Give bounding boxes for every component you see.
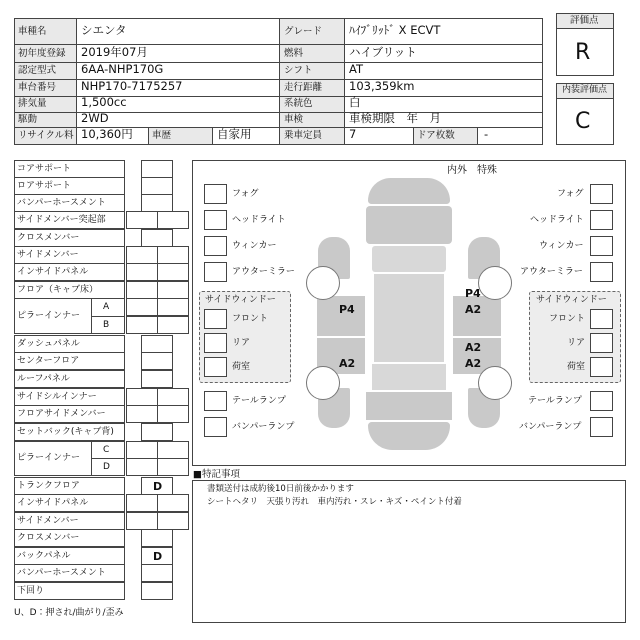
label-recycle: リサイクル料: [18, 130, 74, 141]
label-chassis-number: 車台番号: [18, 82, 57, 93]
interior-rating-value: C: [575, 109, 591, 134]
left-side-window-title: サイドウィンドー: [205, 295, 276, 305]
label-grade: グレード: [284, 26, 323, 37]
footnote: U、D：押され/曲がり/歪み: [14, 608, 124, 618]
frame-part-label: フロア（キャブ床）: [17, 285, 99, 295]
diagram-title: 内外 特殊: [447, 165, 497, 176]
frame-part-label: インサイドパネル: [17, 498, 89, 508]
frame-part-label: 下回り: [17, 586, 45, 596]
label-doors: ドア枚数: [417, 130, 455, 141]
left-winker-label: ウィンカー: [232, 241, 277, 251]
frame-part-label: セットバック(キャブ背): [17, 427, 114, 437]
label-model-code: 認定型式: [18, 65, 57, 76]
left-tail-lamp-label: テールランプ: [232, 396, 286, 406]
left-side-window-cargo: 荷室: [232, 362, 251, 372]
left-bumper-lamp-label: バンパーランプ: [232, 422, 295, 432]
frame-part-label: クロスメンバー: [17, 533, 80, 543]
value-drive: 2WD: [81, 111, 109, 125]
label-history: 車歴: [152, 130, 172, 141]
value-model-code: 6AA-NHP170G: [81, 62, 164, 76]
label-fuel: 燃料: [284, 48, 304, 59]
left-outer-mirror-label: アウターミラー: [232, 267, 295, 277]
damage-mark: A2: [465, 357, 482, 370]
damage-mark: A2: [339, 357, 356, 370]
interior-rating-label: 内装評価点: [562, 85, 608, 95]
value-first-registration: 2019年07月: [81, 45, 148, 59]
value-chassis-number: NHP170-7175257: [81, 79, 183, 93]
frame-part-label: サイドシルインナー: [17, 392, 97, 402]
value-capacity: 7: [349, 127, 357, 141]
label-model: 車種名: [18, 26, 47, 37]
value-color: 白: [349, 95, 361, 109]
right-side-window-title: サイドウィンドー: [536, 295, 607, 305]
value-mileage: 103,359km: [349, 79, 415, 93]
trunk-floor-value: D: [153, 480, 163, 493]
notes-title: ■特記事項: [193, 469, 240, 480]
value-fuel: ハイブリット: [349, 45, 417, 59]
frame-part-label: バンパーホースメント: [17, 568, 106, 578]
right-outer-mirror-label: アウターミラー: [520, 267, 583, 277]
right-headlight-label: ヘッドライト: [530, 215, 584, 225]
overall-rating-value: R: [575, 40, 591, 65]
frame-part-label: フロアサイドメンバー: [17, 409, 106, 419]
frame-part-label: ピラーインナー: [17, 311, 81, 321]
notes-line: シートヘタリ 天張り汚れ 車内汚れ・スレ・キズ・ペイント付着: [207, 497, 462, 507]
frame-part-label: バンパーホースメント: [17, 198, 106, 208]
left-fog-label: フォグ: [232, 189, 259, 199]
damage-mark: P4: [339, 303, 355, 316]
left-side-window-front: フロント: [232, 314, 269, 324]
label-shift: シフト: [284, 65, 313, 76]
value-model: シエンタ: [81, 23, 127, 37]
value-shift: AT: [349, 62, 363, 76]
frame-part-label: コアサポート: [17, 164, 72, 174]
value-inspection: 車検期限 年 月: [349, 111, 441, 125]
frame-part-sub-d: D: [103, 462, 110, 472]
right-fog-label: フォグ: [557, 189, 584, 199]
frame-part-label: センターフロア: [17, 356, 80, 366]
value-recycle: 10,360円: [81, 127, 133, 141]
label-capacity: 乗車定員: [284, 130, 323, 141]
label-color: 系統色: [284, 98, 313, 109]
value-displacement: 1,500cc: [81, 95, 127, 109]
value-history: 自家用: [217, 127, 252, 141]
right-side-window-front: フロント: [549, 314, 586, 324]
value-doors: -: [484, 127, 489, 141]
frame-part-label: インサイドパネル: [17, 267, 89, 277]
label-first-registration: 初年度登録: [18, 48, 66, 59]
frame-part-label: ダッシュパネル: [17, 339, 80, 349]
left-headlight-label: ヘッドライト: [232, 215, 286, 225]
frame-part-label: トランクフロア: [17, 481, 80, 491]
frame-part-label: バックパネル: [17, 551, 71, 561]
value-grade: ﾊｲﾌﾞﾘｯﾄﾞ X ECVT: [349, 23, 441, 37]
frame-part-label: ルーフパネル: [17, 374, 70, 384]
frame-part-label: ピラーインナー: [17, 453, 81, 463]
frame-part-label: サイドメンバー: [17, 516, 79, 526]
back-panel-value: D: [153, 550, 163, 563]
frame-part-sub-c: C: [103, 445, 110, 455]
notes-line: 書類送付は成約後10日前後かかります: [207, 484, 354, 494]
right-bumper-lamp-label: バンパーランプ: [519, 422, 582, 432]
label-displacement: 排気量: [18, 98, 47, 109]
label-drive: 駆動: [18, 114, 38, 125]
right-winker-label: ウィンカー: [539, 241, 584, 251]
label-mileage: 走行距離: [284, 82, 323, 93]
frame-part-sub-a: A: [103, 302, 110, 312]
right-side-window-rear: リア: [567, 338, 586, 348]
label-inspection: 車検: [284, 114, 304, 125]
overall-rating-label: 評価点: [570, 15, 599, 26]
left-side-window-rear: リア: [232, 338, 251, 348]
frame-part-label: サイドメンバー: [17, 250, 79, 260]
right-side-window-cargo: 荷室: [567, 362, 586, 372]
frame-part-label: クロスメンバー: [17, 233, 80, 243]
damage-mark: A2: [465, 303, 482, 316]
frame-part-label: ロアサポート: [17, 181, 72, 191]
frame-part-label: サイドメンバー突起部: [17, 215, 106, 225]
damage-mark: P4: [465, 287, 481, 300]
right-tail-lamp-label: テールランプ: [528, 396, 582, 406]
damage-mark: A2: [465, 341, 482, 354]
frame-part-sub-b: B: [103, 320, 110, 330]
